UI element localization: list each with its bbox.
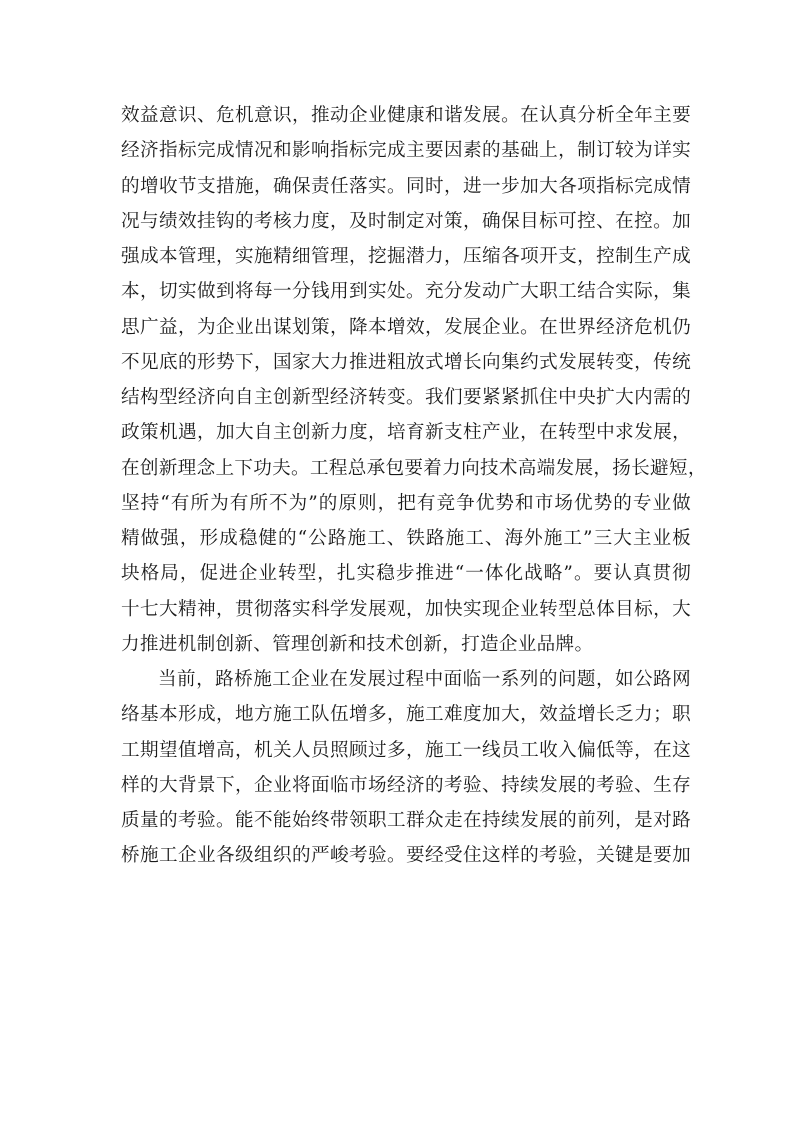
text-line: 块格局，促进企业转型，扎实稳步推进“一体化战略”。要认真贯彻 [121, 563, 691, 585]
text-line: 的增收节支措施，确保责任落实。同时，进一步加大各项指标完成情 [121, 175, 691, 197]
text-line: 工期望值增高，机关人员照顾过多，施工一线员工收入偏低等，在这 [121, 739, 691, 761]
text-line: 经济指标完成情况和影响指标完成主要因素的基础上，制订较为详实 [121, 140, 691, 162]
text-line: 坚持“有所为有所不为”的原则，把有竞争优势和市场优势的专业做 [121, 492, 691, 514]
text-line: 况与绩效挂钩的考核力度，及时制定对策，确保目标可控、在控。加 [121, 210, 691, 232]
text-line: 样的大背景下，企业将面临市场经济的考验、持续发展的考验、生存 [121, 774, 691, 796]
text-line: 结构型经济向自主创新型经济转变。我们要紧紧抓住中央扩大内需的 [121, 387, 691, 408]
text-line: 质量的考验。能不能始终带领职工群众走在持续发展的前列，是对路 [121, 810, 691, 831]
text-line: 政策机遇，加大自主创新力度，培育新支柱产业，在转型中求发展， [121, 422, 691, 444]
text-line: 十七大精神，贯彻落实科学发展观，加快实现企业转型总体目标，大 [121, 598, 691, 620]
body-text [121, 98, 707, 874]
text-line: 当前，路桥施工企业在发展过程中面临一系列的问题，如公路网 [158, 669, 691, 690]
text-line: 力推进机制创新、管理创新和技术创新，打造企业品牌。 [121, 633, 594, 655]
text-line: 不见底的形势下，国家大力推进粗放式增长向集约式发展转变，传统 [121, 351, 691, 373]
text-line: 在创新理念上下功夫。工程总承包要着力向技术高端发展，扬长避短， [121, 457, 707, 479]
text-line: 本，切实做到将每一分钱用到实处。充分发动广大职工结合实际，集 [121, 281, 691, 303]
text-line: 桥施工企业各级组织的严峻考验。要经受住这样的考验，关键是要加 [121, 845, 691, 867]
text-line: 络基本形成，地方施工队伍增多，施工难度加大，效益增长乏力；职 [121, 704, 691, 726]
text-line: 精做强，形成稳健的“公路施工、铁路施工、海外施工”三大主业板 [121, 528, 691, 549]
paragraph-1 [121, 98, 707, 662]
text-line: 效益意识、危机意识，推动企业健康和谐发展。在认真分析全年主要 [121, 105, 691, 126]
paragraph-2 [121, 662, 691, 874]
text-line: 强成本管理，实施精细管理，挖掘潜力，压缩各项开支，控制生产成 [121, 246, 691, 267]
text-line: 思广益，为企业出谋划策，降本增效，发展企业。在世界经济危机仍 [121, 316, 691, 338]
